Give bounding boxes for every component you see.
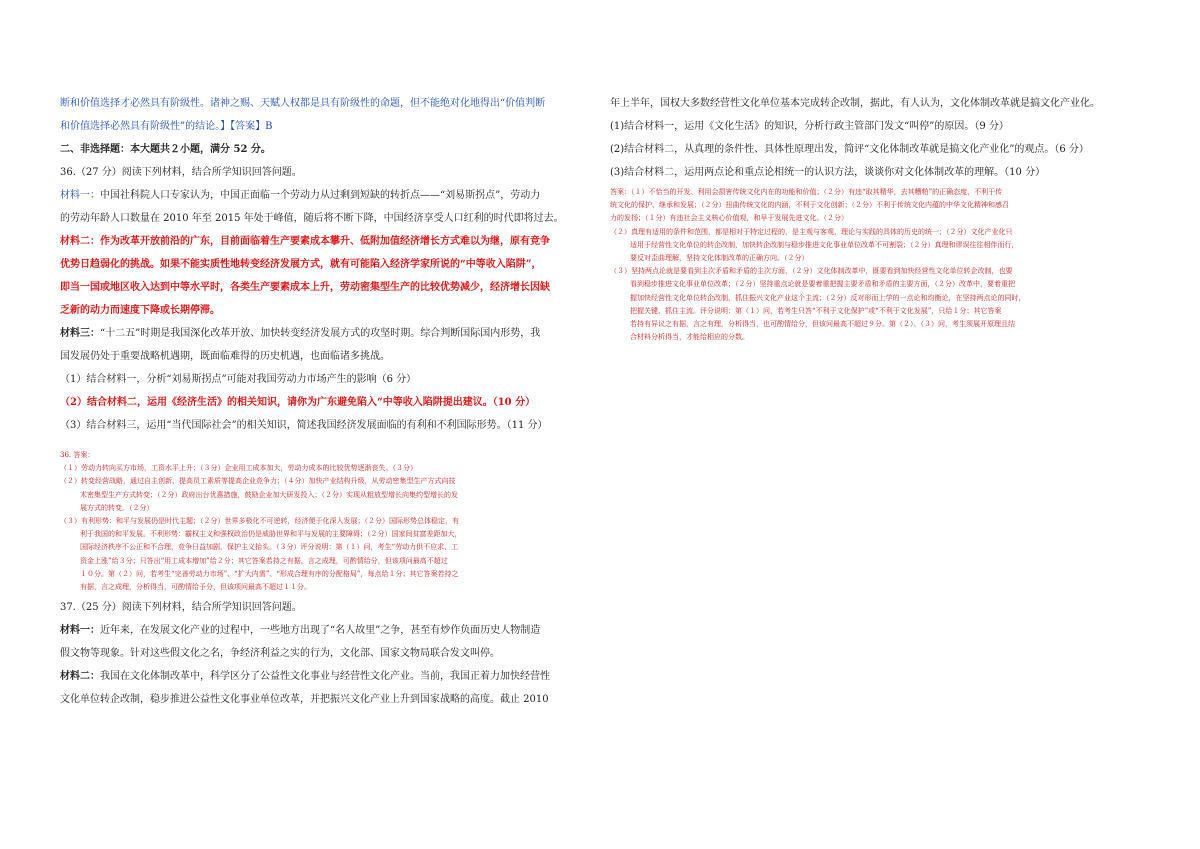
q36-question-2: （2）结合材料二，运用《经济生活》的相关知识，请你为广东避免陷入“中等收入陷阱提出建议。（10 分） — [60, 397, 536, 408]
intro-line: 和价值选择必然具有阶级性”的结论。】【答案】B — [60, 121, 273, 132]
right-column — [610, 92, 1142, 344]
answer-line: 要反对歪曲理解，坚持文化体制改革的正确方向。（２分） — [630, 254, 809, 263]
answer-line: 若持有异议之有据，言之有理，分析得当，也可酌情给分，但该问最高不超过９分。第（２）、（３）问，考生须展开原理且结 — [630, 320, 1015, 329]
material3-text: “十二五”时期是我国深化改革开放、加快转变经济发展方式的攻坚时期。综合判断国际国内形势，我 — [100, 328, 541, 339]
answer-line: 术密集型生产方式转变；（２分）政府出台优惠措施，鼓励企业加大研发投入；（２分）实现从粗放型增长向集约型增长的发 — [80, 490, 458, 499]
q36-question-3: （3）结合材料三，运用“当代国际社会”的相关知识，简述我国经济发展面临的有利和不利国际形势。（11 分） — [60, 420, 548, 431]
answer-line: （３）有利形势：和平与发展仍是时代主题；（２分）世界多极化不可逆转，经济便于化深入发展；（２分）国际形势总体稳定，有 — [60, 517, 459, 526]
material1-label: 材料一： — [60, 190, 100, 201]
q36-material1-line — [60, 184, 592, 207]
q37-material2-label: 材料二： — [60, 671, 100, 683]
q37-question-2: (2)结合材料二，从真理的条件性、具体性原理出发，简评“文化体制改革就是搞文化产业化”的观点。（6 分） — [610, 144, 1089, 155]
q37-material1-label: 材料一： — [60, 625, 100, 637]
q36-question-1: （1）结合材料一，分析“刘易斯拐点”可能对我国劳动力市场产生的影响（6 分） — [60, 374, 417, 385]
answer-line: １０分。第（２）问，若考生“完善劳动力市场”、“扩大内需”、“形成合理有序的分配格局”，每点给１分；其它答案若持之 — [80, 569, 459, 578]
intro-line: 断和价值选择才必然具有阶级性。诸神之赐、天赋人权都是具有阶级性的命题，但不能绝对化地得出“价值判断 — [60, 98, 546, 109]
answer-line: 利于我国的和平发展。不利形势：霸权主义和强权政治仍是威胁世界和平与发展的主要障碍；（２分）国家间贫富差距加大， — [80, 530, 462, 539]
q37-material1-line: 假文物等现象。针对这些假文化之名，争经济利益之实的行为，文化部、国家文物局联合发文叫停。 — [60, 648, 500, 660]
answer-line: （２）真理有适用的条件和范围，都是相对于特定过程的，是主观与客观、理论与实践的具体的历史的统一；（２分）文化产业化只 — [610, 227, 1013, 236]
answer-line: 国际经济秩序不公正和不合理，竞争日益加剧，保护主义抬头。（３分）评分说明：第（１）问，考生“劳动力供不应求、工 — [80, 543, 459, 552]
q36-material1-line: 的劳动年龄人口数量在 2010 年至 2015 年处于峰值，随后将不断下降，中国经济享受人口红利的时代即将过去。 — [60, 213, 564, 224]
q36-material2-line: 乏新的动力而速度下降或长期停滞。 — [60, 305, 220, 316]
q37-question-1: (1)结合材料一，运用《文化生活》的知识，分析行政主管部门发文“叫停”的原因。（9 分） — [610, 121, 1009, 132]
answer-36 — [60, 449, 592, 594]
answer-line: 力的发扬；（１分）有违社会主义核心价值观，和早于发展先进文化。（２分） — [610, 214, 848, 223]
q37-material1-line — [60, 619, 592, 642]
answer-line: 把握关键、抓住主流。评分说明：第（１）问，若考生只答“不利于文化保护”或“不利于文化发展”，只给１分；其它答案 — [630, 306, 1002, 315]
answer-line: 握加快经营性文化单位转企改制，抓住振兴文化产业这个主流；（２分）反对形而上学的一点论和均衡论，在坚持两点论的同时， — [630, 293, 1026, 302]
q37-continuation: 年上半年，国权大多数经营性文化单位基本完成转企改制，据此，有人认为，文化体制改革就是搞文化产业化。 — [610, 98, 1100, 109]
answer-line: 有据，言之成理，分析得当，可酌情给予分，但该项问最高不超过１１分。 — [80, 583, 311, 592]
q37-head: 37.（25 分）阅读下列材料，结合所学知识回答问题。 — [60, 602, 302, 614]
q37-material2-line — [60, 665, 592, 688]
answer-line: （３）坚持两点论就是要看到主次矛盾和矛盾的主次方面，（２分）文化体制改革中，既要看到加快经营性文化单位转企改制，也要 — [610, 267, 1013, 276]
q37-material1-text: 近年来，在发展文化产业的过程中，一些地方出现了“名人故里”之争，甚至有炒作负面历史人物制造 — [100, 625, 541, 637]
left-column — [60, 92, 592, 711]
answer-line: 合材料分析得当，才能给相应的分数。 — [630, 333, 749, 342]
answer-line: 适用于经营性文化单位的转企改制，加快转企改制与稳步推进文化事业单位改革不可割裂；（２分）真理和谬误往往相伴而行， — [630, 240, 1019, 249]
material3-label: 材料三： — [60, 328, 100, 339]
q36-material2-line: 优势日趋弱化的挑战。如果不能实质性地转变经济发展方式，就有可能陷入经济学家所说的“中等收入陷阱”， — [60, 259, 542, 270]
answer-line: （２）转变经营战略，通过自主创新、提高员工素质等提高企业竞争力；（４分）加快产业结构升级，从劳动密集型生产方式向技 — [60, 477, 456, 486]
q37-material2-line: 文化单位转企改制，稳步推进公益性文化事业单位改革，并把振兴文化产业上升到国家战略的高度。截止 2010 — [60, 694, 549, 706]
answer-line: 资金上涨”给３分；只答出“用工成本增加”给２分；其它答案若持之有据，言之成理，可酌情给分，但该项问最高不超过 — [80, 556, 448, 565]
answer-line: 统文化的保护、继承和发展；（２分）扭曲传统文化的内涵，不利于文化创新；（２分）不利于传统文化内蕴的中华文化精神和感召 — [610, 201, 1009, 210]
section-title: 二、非选择题：本大题共２小题，满分 52 分。 — [60, 144, 271, 155]
answer-line: 展方式的转变。（２分） — [80, 503, 154, 512]
q37-question-3: (3)结合材料二，运用两点论和重点论相统一的认识方法，谈谈你对文化体制改革的理解。（10 分） — [610, 167, 1046, 178]
q36-material3-line: 国发展仍处于重要战略机遇期，既面临难得的历史机遇，也面临诸多挑战。 — [60, 351, 390, 362]
q37-material2-text: 我国在文化体制改革中，科学区分了公益性文化事业与经营性文化产业。当前，我国正着力加快经营性 — [100, 671, 550, 683]
answer-37 — [610, 186, 1142, 344]
answer-36-title: 36. 答案： — [60, 451, 95, 459]
answer-line: 看到稳步推进文化事业单位改革；（２分）坚持重点论就是要着重把握主要矛盾和矛盾的主要方面，（２分）改革中，要着重把 — [630, 280, 1015, 289]
answer-line: 答案：（１）不恰当的开发、利用会损害传统文化内在的功能和价值；（２分）有违“取其精华，去其糟粕”的正确态度，不利于传 — [610, 188, 1003, 196]
answer-line: （１）劳动力转向买方市场，工资水平上升；（３分）企业用工成本加大，劳动力成本的比较优势逐渐丧失。（３分） — [60, 464, 417, 473]
q36-material2-line: 即当一国或地区收入达到中等水平时，各类生产要素成本上升，劳动密集型生产的比较优势减少，经济增长因缺 — [60, 282, 550, 293]
q36-head: 36.（27 分）阅读下列材料，结合所学知识回答问题。 — [60, 167, 302, 178]
q36-material3-line — [60, 322, 592, 345]
q36-material2-line: 材料二：作为改革开放前沿的广东，目前面临着生产要素成本攀升、低附加值经济增长方式难以为继，原有竞争 — [60, 236, 550, 247]
material1-text: 中国社科院人口专家认为，中国正面临一个劳动力从过剩到短缺的转折点——“刘易斯拐点”，劳动力 — [100, 190, 541, 201]
